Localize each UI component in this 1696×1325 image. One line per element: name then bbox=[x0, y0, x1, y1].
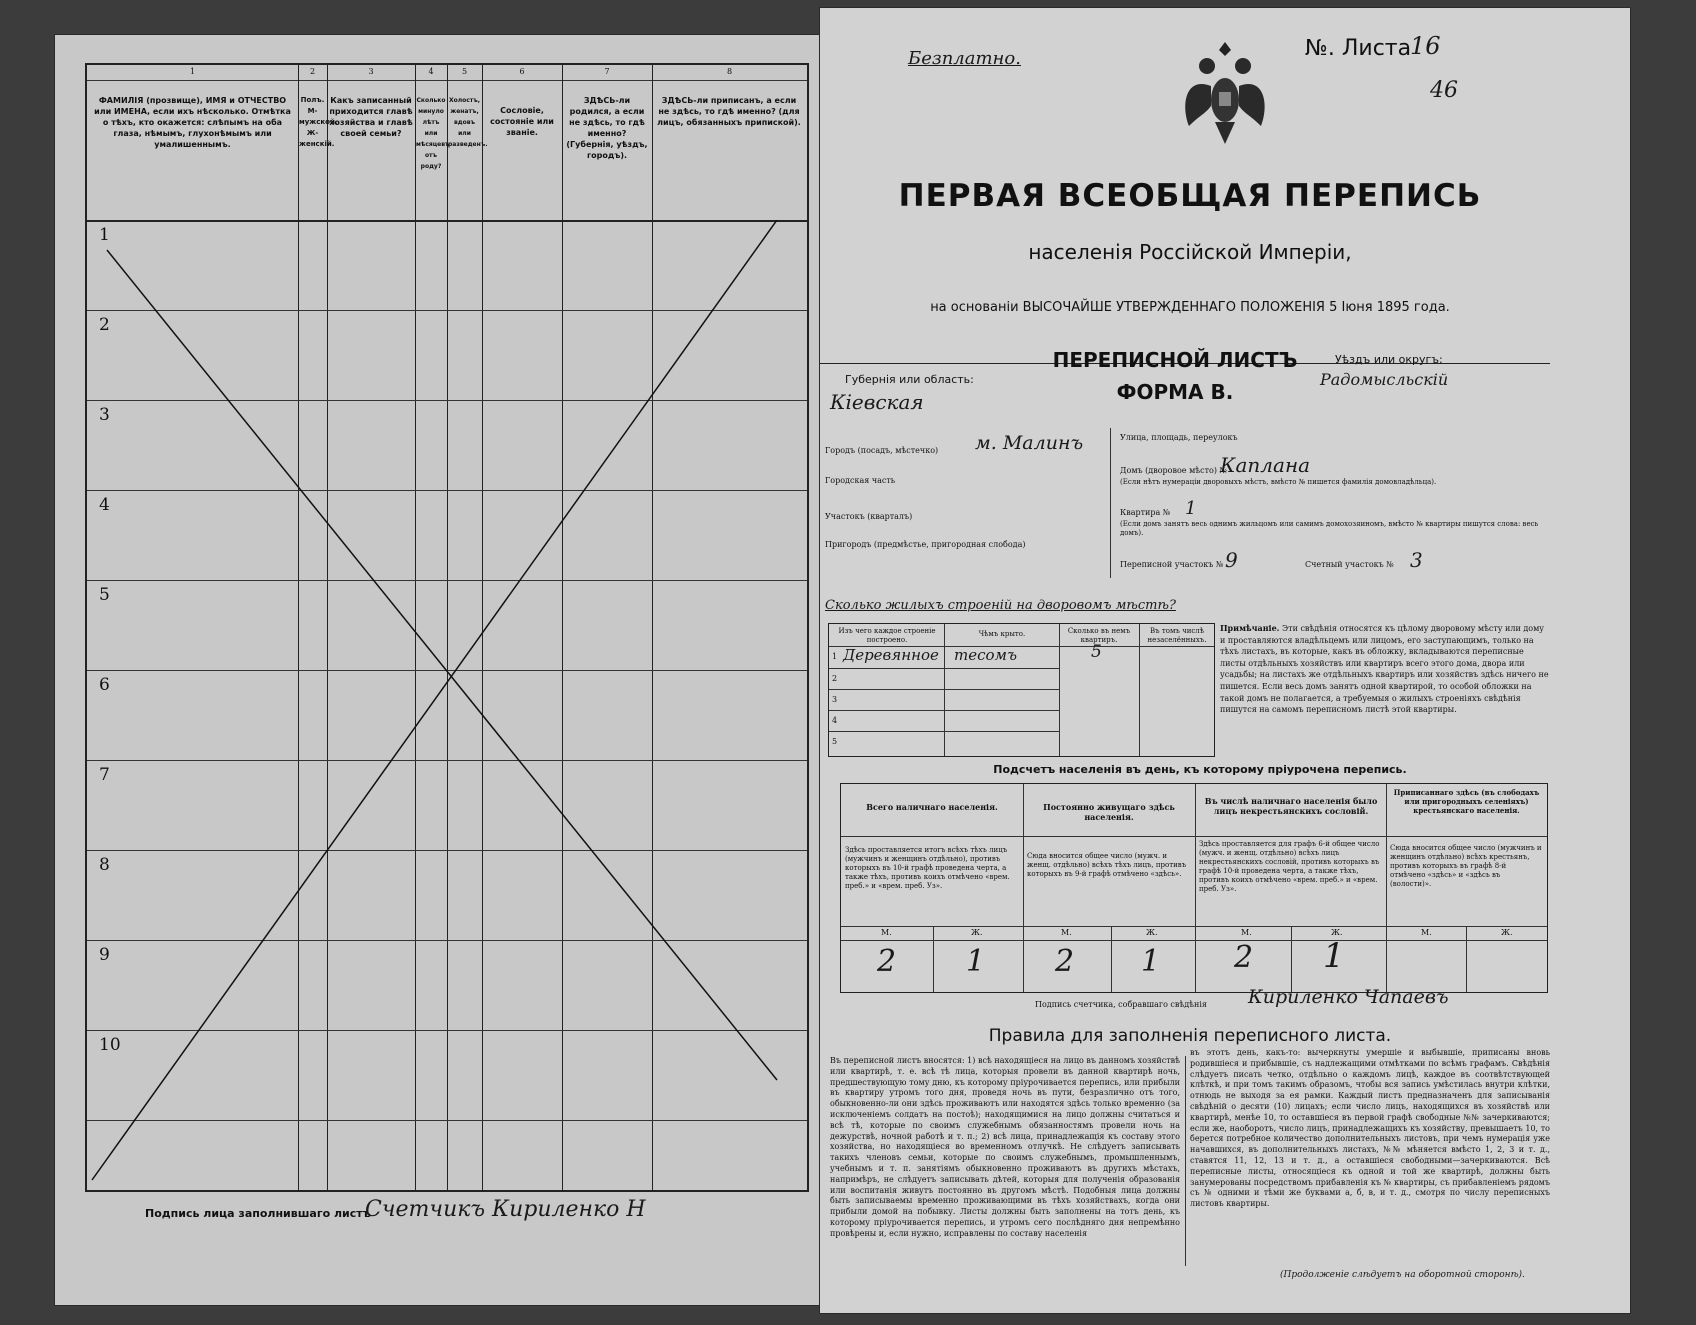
count-total-f: 1 bbox=[966, 944, 986, 979]
count-header-permanent: Постоянно живущаго здѣсь населенія. bbox=[1043, 802, 1175, 822]
cell-divider bbox=[1059, 624, 1060, 756]
perepisnoy-label: Переписной участокъ № bbox=[1120, 560, 1224, 569]
cell-divider bbox=[1139, 624, 1140, 756]
bld-row-material: Деревянное bbox=[843, 646, 939, 664]
row-number: 7 bbox=[99, 765, 110, 785]
counter-signature-value: Кириленко Чапаевъ bbox=[1248, 986, 1449, 1008]
col-number: 8 bbox=[726, 67, 733, 76]
cross-out-mark bbox=[87, 220, 807, 1190]
col-number: 2 bbox=[309, 67, 316, 76]
col-header-name: ФАМИЛІЯ (прозвище), ИМЯ и ОТЧЕСТВО или ИМЕНА, если ихъ нѣсколько. Отмѣтка о тѣхъ, кто окажется: слѣпымъ на оба глаза, нѣмымъ, глухонѣмымъ или умалишеннымъ. bbox=[94, 96, 291, 149]
counter-signature-label: Подпись счетчика, собравшаго свѣдѣнія bbox=[1035, 1000, 1207, 1009]
gorod-value: м. Малинъ bbox=[975, 432, 1084, 454]
row-number: 3 bbox=[99, 405, 110, 425]
address-divider bbox=[1110, 428, 1111, 578]
row-number: 2 bbox=[99, 315, 110, 335]
census-subtitle: населенія Россійской Имперіи, bbox=[1028, 240, 1352, 264]
col-header-age: Сколько минуло лѣтъ или мѣсяцевъ отъ роду? bbox=[416, 97, 450, 170]
count-total-m: 2 bbox=[877, 944, 897, 979]
cell-divider bbox=[841, 926, 1547, 927]
buildings-question: Сколько жилыхъ строеній на дворовомъ мѣстѣ? bbox=[825, 598, 1176, 613]
prigorod-label: Пригородъ (предмѣстье, пригородная слобода) bbox=[825, 540, 1026, 549]
kvartira-note: (Если домъ занятъ весь однимъ жильцомъ или самимъ домохозяиномъ, вмѣсто № квартиры пишутся слова: весь домъ). bbox=[1120, 520, 1539, 537]
count-noncrest-f: 1 bbox=[1323, 936, 1345, 976]
bld-row-num: 5 bbox=[832, 737, 838, 746]
count-note-permanent: Сюда вносится общее число (мужч. и женщ. отдѣльно) всѣхъ тѣхъ лицъ, противъ которыхъ въ 9-й графѣ отмѣчено «здѣсь». bbox=[1027, 852, 1187, 878]
bld-header-roof: Чѣмъ крыто. bbox=[978, 630, 1026, 638]
col-header-estate: Сословіе, состояніе или званіе. bbox=[490, 106, 554, 137]
sheet-value: 16 bbox=[1410, 32, 1441, 60]
col-number: 6 bbox=[519, 67, 525, 76]
count-header-noncrest: Въ числѣ наличнаго населенія было лицъ некрестьянскихъ сословій. bbox=[1204, 796, 1378, 816]
row-number: 5 bbox=[99, 585, 110, 605]
continued-note: (Продолженіе слѣдуетъ на оборотной сторонѣ). bbox=[1280, 1270, 1525, 1280]
gubernia-value: Кіевская bbox=[830, 390, 924, 414]
rules-column-2: въ этотъ день, какъ-то: вычеркнуты умершіе и выбывшіе, приписаны вновь родившіеся и прибывшіе, съ надлежащими отмѣтками по всѣмъ графамъ. Свѣдѣнія слѣдуетъ писать четко, отдѣльно о каждомъ лицѣ, каждое въ соотвѣтствующей клѣткѣ, и при томъ такимъ образомъ, чтобы вся запись умѣстилась внутри клѣтки, отнюдь не выходя за ея рамки. Каждый листъ предназначенъ для записыванія свѣдѣній о десяти (10) лицахъ; если число лицъ, находящихся въ хозяйствѣ или квартирѣ, менѣе 10, то оставшіеся въ первой графѣ свободные №№ зачеркиваются; если же, наоборотъ, число лицъ, принадлежащихъ къ хозяйству, превышаетъ 10, то берется потребное количество дополнительныхъ листовъ, при чемъ нумерація уже начавшихся, въ дополнительныхъ листахъ, №№ мѣняется вмѣсто 1, 2, 3 и т. д., ставятся 11, 12, 13 и т. д., а оставшіеся свободными—зачеркиваются. Всѣ переписные листы, относящіеся къ одной и той же квартирѣ, должны быть занумерованы посредствомъ прибавленія къ № квартиры, съ прибавленіемъ рядомъ съ № одними и тѣми же буквами а, б, в, и т. д., смотря по числу переписныхъ листовъ квартиры. bbox=[1190, 1048, 1550, 1209]
house-label: Домъ (дворовое мѣсто) № bbox=[1120, 466, 1228, 475]
cell-divider bbox=[829, 668, 1059, 669]
double-headed-eagle-icon bbox=[1175, 36, 1275, 151]
rules-title: Правила для заполненія переписного листа. bbox=[988, 1026, 1392, 1046]
count-table bbox=[840, 783, 1548, 993]
col-number: 1 bbox=[189, 67, 196, 76]
uezd-value: Радомысльскій bbox=[1320, 370, 1449, 389]
free-label: Безплатно. bbox=[908, 48, 1021, 69]
cell-divider bbox=[944, 624, 945, 756]
right-page bbox=[820, 8, 1630, 1313]
census-title: ПЕРВАЯ ВСЕОБЩАЯ ПЕРЕПИСЬ bbox=[898, 178, 1482, 214]
count-m-label: М. bbox=[1241, 928, 1252, 937]
count-header-peasant: Приписаннаго здѣсь (въ слободахъ или пригородныхъ селеніяхъ) крестьянскаго населенія. bbox=[1393, 788, 1540, 815]
count-permanent-m: 2 bbox=[1055, 944, 1075, 979]
house-note: (Если нѣтъ нумераціи дворовыхъ мѣстъ, вмѣсто № пишется фамилія домовладѣльца). bbox=[1120, 478, 1437, 486]
count-note-total: Здѣсь проставляется итогъ всѣхъ тѣхъ лицъ (мужчинъ и женщинъ отдѣльно), противъ которыхъ въ 10-й графѣ проведена черта, а также тѣхъ, противъ коихъ отмѣчено «врем. преб.» и «врем. преб. Уз». bbox=[845, 846, 1010, 890]
col-header-registered: ЗДѢСЬ-ли приписанъ, а если не здѣсь, то гдѣ именно? (для лицъ, обязанныхъ припиской). bbox=[657, 96, 801, 127]
gubernia-label: Губернія или область: bbox=[845, 373, 974, 386]
count-f-label: Ж. bbox=[1501, 928, 1513, 937]
street-label: Улица, площадь, переулокъ bbox=[1120, 433, 1238, 442]
perepisnoy-value: 9 bbox=[1225, 548, 1238, 572]
persons-table bbox=[85, 63, 809, 1192]
bld-row-num: 4 bbox=[832, 716, 838, 725]
col-header-born: ЗДѢСЬ-ли родился, а если не здѣсь, то гдѣ именно? (Губернія, уѣздъ, городъ). bbox=[566, 96, 648, 160]
signature-value: Счетчикъ Кириленко Н bbox=[365, 1197, 646, 1222]
count-f-label: Ж. bbox=[1146, 928, 1158, 937]
count-note-peasant: Сюда вносится общее число (мужчинъ и женщинъ отдѣльно) всѣхъ крестьянъ, противъ которыхъ въ графѣ 8-й отмѣчено «здѣсь» и «здѣсь въ (волости)». bbox=[1390, 844, 1542, 888]
schetny-value: 3 bbox=[1410, 548, 1423, 572]
form-title-1: ПЕРЕПИСНОЙ ЛИСТЪ bbox=[1052, 348, 1298, 372]
col-number: 4 bbox=[428, 67, 434, 76]
form-title-2: ФОРМА В. bbox=[1116, 380, 1234, 404]
cell-divider bbox=[829, 689, 1059, 690]
count-noncrest-m: 2 bbox=[1234, 940, 1254, 975]
count-permanent-f: 1 bbox=[1141, 944, 1161, 979]
note-text: Эти свѣдѣнія относятся къ цѣлому дворовому мѣсту или дому и проставляются владѣльцемъ или лицомъ, его заступающимъ, только на тѣхъ листахъ, въ которые, какъ въ обложку, вкладываются переписные листы отдѣльныхъ хозяйствъ или квартиръ всего этого дома, двора или усадьбы; на листахъ же отдѣльныхъ квартиръ или хозяйствъ здѣсь ничего не пишется. Если весь домъ занятъ одной квартирой, то особой обложки на такой домъ не полагается, а требуемыя о жилыхъ строеніяхъ свѣдѣнія пишутся на самомъ переписномъ листѣ этой квартиры. bbox=[1220, 624, 1549, 715]
col-number: 7 bbox=[604, 67, 610, 76]
count-f-label: Ж. bbox=[1331, 928, 1343, 937]
bld-row-num: 3 bbox=[832, 695, 838, 704]
kvartira-label: Квартира № bbox=[1120, 508, 1171, 517]
cell-divider bbox=[1386, 784, 1387, 992]
gorod-chast-label: Городская часть bbox=[825, 476, 896, 485]
uchastok-label: Участокъ (кварталъ) bbox=[825, 512, 913, 521]
row-number: 6 bbox=[99, 675, 110, 695]
sheet-extra: 46 bbox=[1430, 78, 1458, 103]
row-number: 9 bbox=[99, 945, 110, 965]
signature-label: Подпись лица заполнившаго листъ bbox=[145, 1207, 371, 1220]
col-number: 3 bbox=[368, 67, 374, 76]
note bbox=[1220, 623, 1550, 716]
cell-divider bbox=[841, 836, 1547, 837]
bld-row-apts: 5 bbox=[1091, 642, 1102, 662]
bld-header-apts: Сколько въ немъ квартиръ. bbox=[1067, 627, 1131, 644]
uezd-label: Уѣздъ или округъ: bbox=[1335, 353, 1443, 366]
bld-row-roof: тесомъ bbox=[954, 646, 1017, 664]
cell-divider bbox=[829, 731, 1059, 732]
count-note-noncrest: Здѣсь проставляется для графъ 6-й общее число (мужч. и женщ. отдѣльно) всѣхъ лицъ некрестьянскихъ сословій, противъ которыхъ въ графѣ 10-й проведена черта, а также тѣхъ, противъ коихъ отмѣчено «врем. преб.» и «врем. преб. Уз». bbox=[1199, 840, 1380, 893]
bld-row-num: 2 bbox=[832, 674, 838, 683]
bld-header-material: Изъ чего каждое строеніе построено. bbox=[838, 627, 936, 644]
schetny-label: Счетный участокъ № bbox=[1305, 560, 1394, 569]
bld-header-empty: Въ томъ числѣ незаселённыхъ. bbox=[1147, 627, 1207, 644]
col-header-marital: Холостъ, женатъ, вдовъ или разведенъ. bbox=[448, 97, 488, 148]
cell-divider bbox=[841, 940, 1547, 941]
cell-divider bbox=[1466, 926, 1467, 992]
row-number: 1 bbox=[99, 225, 110, 245]
count-m-label: М. bbox=[881, 928, 892, 937]
gorod-label: Городъ (посадъ, мѣстечко) bbox=[825, 446, 939, 455]
count-m-label: М. bbox=[1421, 928, 1432, 937]
kvartira-value: 1 bbox=[1185, 498, 1197, 519]
house-value: Каплана bbox=[1220, 453, 1311, 477]
count-title: Подсчетъ населенія въ день, къ которому пріурочена перепись. bbox=[993, 763, 1407, 776]
cell-divider bbox=[933, 926, 934, 992]
census-basis: на основаніи ВЫСОЧАЙШЕ УТВЕРЖДЕННАГО ПОЛОЖЕНІЯ 5 Іюня 1895 года. bbox=[930, 300, 1450, 315]
col-header-relation: Какъ записанный приходится главѣ хозяйства и главѣ своей семьи? bbox=[329, 96, 413, 138]
sheet-label: №. Листа bbox=[1305, 36, 1412, 61]
cell-divider bbox=[1111, 926, 1112, 992]
row-number: 10 bbox=[99, 1035, 121, 1055]
col-number: 5 bbox=[461, 67, 468, 76]
row-number: 8 bbox=[99, 855, 110, 875]
note-title: Примѣчаніе. bbox=[1220, 623, 1280, 633]
col-header-sex: Полъ. М-мужской. Ж-женскій. bbox=[299, 96, 338, 148]
cell-divider bbox=[1023, 784, 1024, 992]
buildings-table bbox=[828, 623, 1215, 757]
rules-column-1: Въ переписной листъ вносятся: 1) всѣ находящіеся на лицо въ данномъ хозяйствѣ или квартирѣ, т. е. всѣ тѣ лица, которыя провели въ данной квартирѣ ночь, предшествующую тому дню, къ которому пріурочивается перепись, или прибыли въ квартиру утромъ того дня, проведя ночь въ пути, безразлично отъ того, обыкновенно-ли они здѣсь проживаютъ или находятся здѣсь только временно (за исключеніемъ солдатъ на постоѣ); находящимися на лицо должны считаться и всѣ тѣ, которые по своимъ служебнымъ обязанностямъ провели ночь на дежурствѣ, ночной работѣ и т. п.; 2) всѣ лица, принадлежащія къ составу этого хозяйства, но находящіеся во временномъ отлучкѣ. Не слѣдуетъ записывать такихъ членовъ семьи, которые по своимъ служебнымъ, промышленнымъ, учебнымъ и т. п. занятіямъ обыкновенно проживаютъ въ другихъ мѣстахъ, напримѣръ, не слѣдуетъ записывать дѣтей, которыя для полученія образованія или воспитанія живутъ постоянно въ другомъ мѣстѣ. Подобныя лица должны быть записываемы временно проживающими въ тѣхъ хозяйствахъ, когда они прибыли домой на побывку. Листы должны быть заполнены на тотъ день, къ которому пріурочивается перепись, и утромъ сего послѣдняго дня непремѣнно провѣрены и, если нужно, исправлены по составу населенія bbox=[830, 1056, 1180, 1238]
bld-row-num: 1 bbox=[832, 652, 838, 661]
count-header-total: Всего наличнаго населенія. bbox=[866, 802, 998, 812]
cell-divider bbox=[1195, 784, 1196, 992]
count-f-label: Ж. bbox=[971, 928, 983, 937]
cell-divider bbox=[829, 710, 1059, 711]
cell-divider bbox=[1291, 926, 1292, 992]
row-number: 4 bbox=[99, 495, 110, 515]
count-m-label: М. bbox=[1061, 928, 1072, 937]
rules-divider bbox=[1185, 1056, 1186, 1266]
left-page bbox=[55, 35, 825, 1305]
